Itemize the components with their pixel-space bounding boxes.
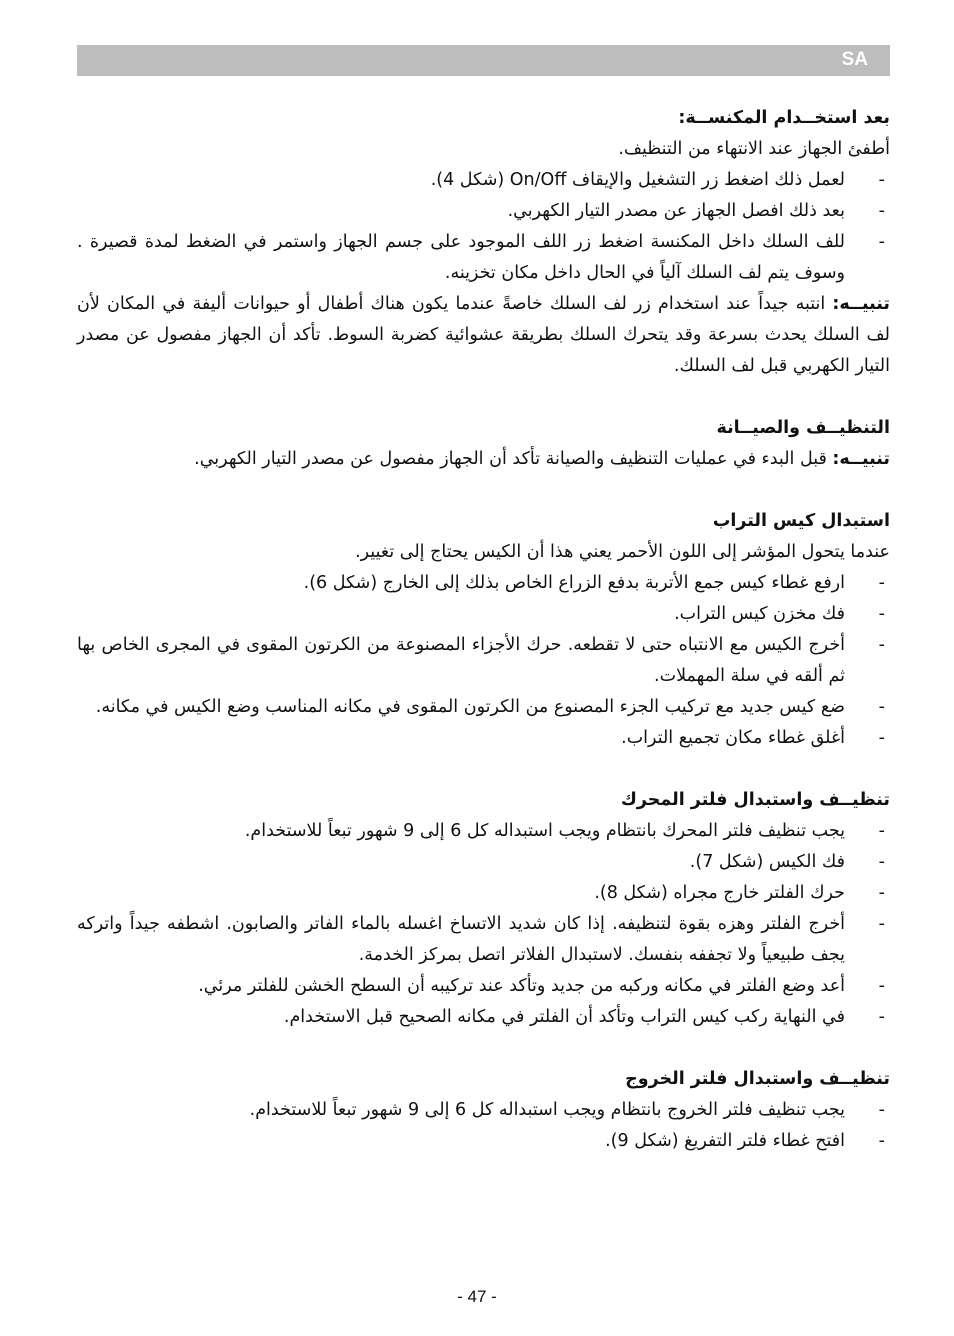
list-item: - يجب تنظيف فلتر المحرك بانتظام ويجب استبداله كل 6 إلى 9 شهور تبعاً للاستخدام. [244,821,885,841]
paragraph: عندما يتحول المؤشر إلى اللون الأحمر يعني هذا أن الكيس يحتاج إلى تغيير. [355,542,890,562]
language-code: SA [841,49,868,70]
warning-label: تنبيــه: [832,449,890,469]
list-item: - حرك الفلتر خارج مجراه (شكل 8). [594,883,885,903]
manual-content [77,103,890,1157]
list-item: - للف السلك داخل المكنسة اضغط زر اللف الموجود على جسم الجهاز واستمر في الضغط لمدة قصيرة . وسوف يتم لف السلك آلياً في الحال داخل مكان تخزينه. [77,232,885,283]
section-heading-after-use: بعد استخــدام المكنســة: [678,108,890,128]
section-heading-cleaning: التنظيــف والصيــانة [716,418,890,438]
section-heading-exhaust-filter: تنظيــف واستبدال فلتر الخروج [625,1069,890,1089]
list-item: - أعد وضع الفلتر في مكانه وركبه من جديد وتأكد عند تركيبه أن السطح الخشن للفلتر مرئي. [198,976,885,996]
list-item: - ضع كيس جديد مع تركيب الجزء المصنوع من الكرتون المقوى في مكانه المناسب وضع الكيس في مكانه. [95,697,885,717]
list-item: - ارفع غطاء كيس جمع الأتربة بدفع الزراع الخاص بذلك إلى الخارج (شكل 6). [303,573,885,593]
paragraph: أطفئ الجهاز عند الانتهاء من التنظيف. [618,139,890,159]
list-item: - بعد ذلك افصل الجهاز عن مصدر التيار الكهربي. [507,201,885,221]
list-item: - أخرج الفلتر وهزه بقوة لتنظيفه. إذا كان شديد الاتساخ اغسله بالماء الفاتر والصابون. اشطفه جيداً واتركه يجف طبيعياً ولا تجففه بنفسك. لاستبدال الفلاتر اتصل بمركز الخدمة. [77,914,885,965]
warning-paragraph: تنبيــه: قبل البدء في عمليات التنظيف والصيانة تأكد أن الجهاز مفصول عن مصدر التيار الكهربي. [194,449,890,469]
list-item: - أخرج الكيس مع الانتباه حتى لا تقطعه. حرك الأجزاء المصنوعة من الكرتون المقوى في المجرى الخاص بها ثم ألقه في سلة المهملات. [77,635,885,686]
list-item: - فك مخزن كيس التراب. [674,604,885,624]
page-number: - 47 - [457,1287,497,1306]
list-item: - لعمل ذلك اضغط زر التشغيل والإيقاف On/Off (شكل 4). [430,170,885,190]
list-item: - في النهاية ركب كيس التراب وتأكد أن الفلتر في مكانه الصحيح قبل الاستخدام. [283,1007,885,1027]
warning-label: تنبيــه: [832,294,890,314]
list-item: - أغلق غطاء مكان تجميع التراب. [621,728,885,748]
list-item: - فك الكيس (شكل 7). [689,852,885,872]
list-item: - افتح غطاء فلتر التفريغ (شكل 9). [605,1131,885,1151]
list-item: - يجب تنظيف فلتر الخروج بانتظام ويجب استبداله كل 6 إلى 9 شهور تبعاً للاستخدام. [249,1100,885,1120]
section-heading-motor-filter: تنظيــف واستبدال فلتر المحرك [620,790,890,810]
section-heading-dust-bag: استبدال كيس التراب [712,511,890,531]
language-header-bar [77,45,890,76]
warning-paragraph: تنبيــه: انتبه جيداً عند استخدام زر لف السلك خاصةً عندما يكون هناك أطفال أو حيوانات أليفة في المكان لأن لف السلك يحدث بسرعة وقد يتحرك السلك بطريقة عشوائية كضربة السوط. تأكد أن الجهاز مفصول عن مصدر التيار الكهربي قبل لف السلك. [77,294,890,376]
